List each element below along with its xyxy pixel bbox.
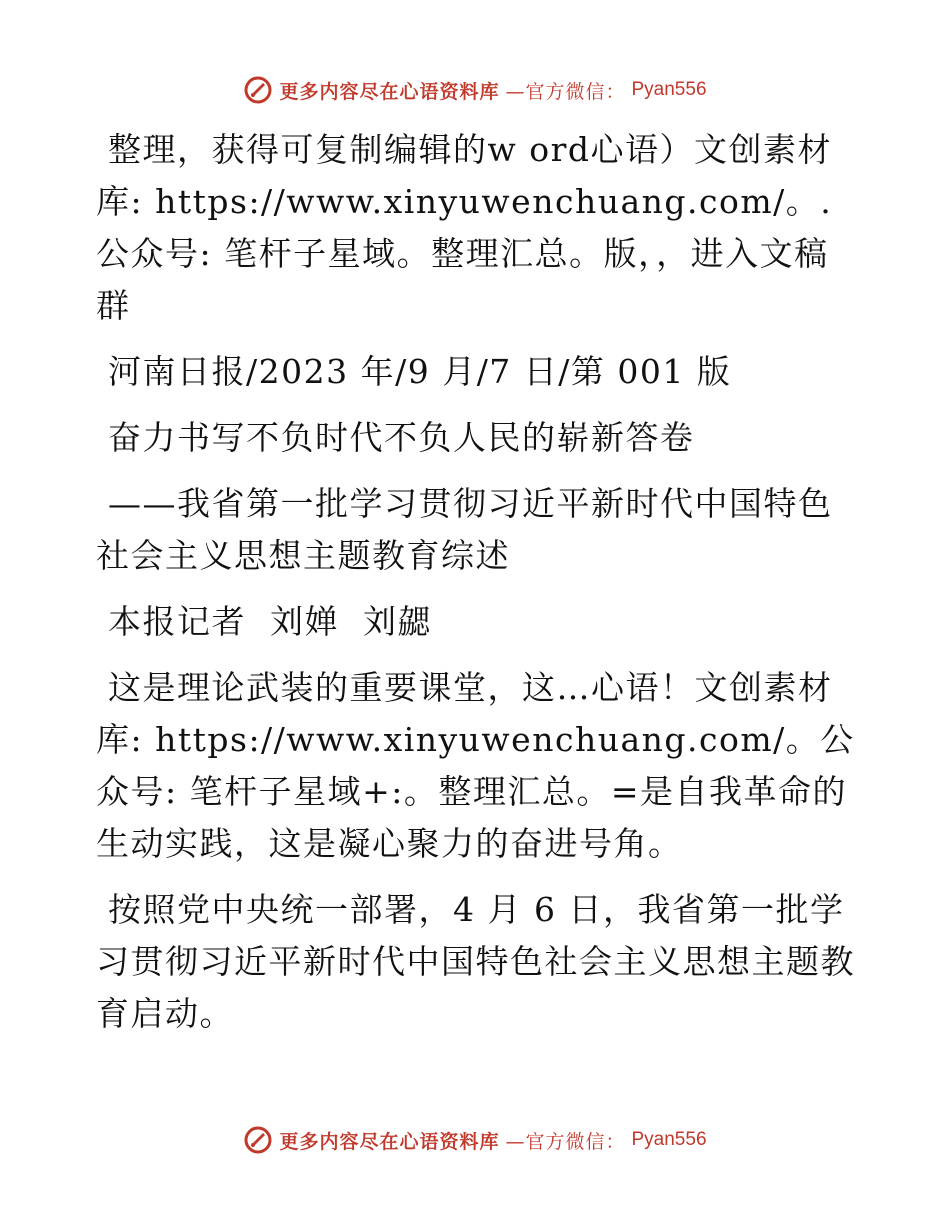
logo-icon: [243, 75, 273, 105]
article-byline: 本报记者 刘婵 刘勰: [96, 602, 432, 641]
banner-wechat-id: Pyan556: [631, 1129, 707, 1150]
banner-rest-text: —官方微信：: [505, 80, 626, 103]
footer-banner: [0, 1124, 950, 1156]
banner-main-text: 更多内容尽在心语资料库: [279, 80, 500, 103]
article-title: 奋力书写不负时代不负人民的崭新答卷: [96, 418, 695, 457]
article-subtitle: ——我省第一批学习贯彻习近平新时代中国特色社会主义思想主题教育综述: [96, 484, 833, 575]
logo-icon: [243, 1125, 273, 1155]
paragraph-body-2: 按照党中央统一部署，4 月 6 日，我省第一批学习贯彻习近平新时代中国特色社会主义思想主题教育启动。: [96, 890, 855, 1033]
banner-rest-text: —官方微信：: [505, 1130, 626, 1153]
paragraph-source-line: 河南日报/2023 年/9 月/7 日/第 001 版: [96, 352, 732, 391]
banner-wechat-id: Pyan556: [631, 79, 707, 100]
header-banner: [0, 74, 950, 106]
banner-main-text: 更多内容尽在心语资料库: [279, 1130, 500, 1153]
document-body: [96, 124, 856, 1054]
paragraph-intro-note: 整理，获得可复制编辑的w ord心语）文创素材库: https://www.xinyuwenchuang.com/。.公众号: 笔杆子星域。整理汇总。版，，进入文稿群: [96, 130, 833, 325]
paragraph-body-1: 这是理论武装的重要课堂，这…心语！文创素材库: https://www.xinyuwenchuang.com/。公众号: 笔杆子星域+:。整理汇总。=是自我革命的生动实践，这是凝心聚力的奋进号角。: [96, 668, 855, 863]
